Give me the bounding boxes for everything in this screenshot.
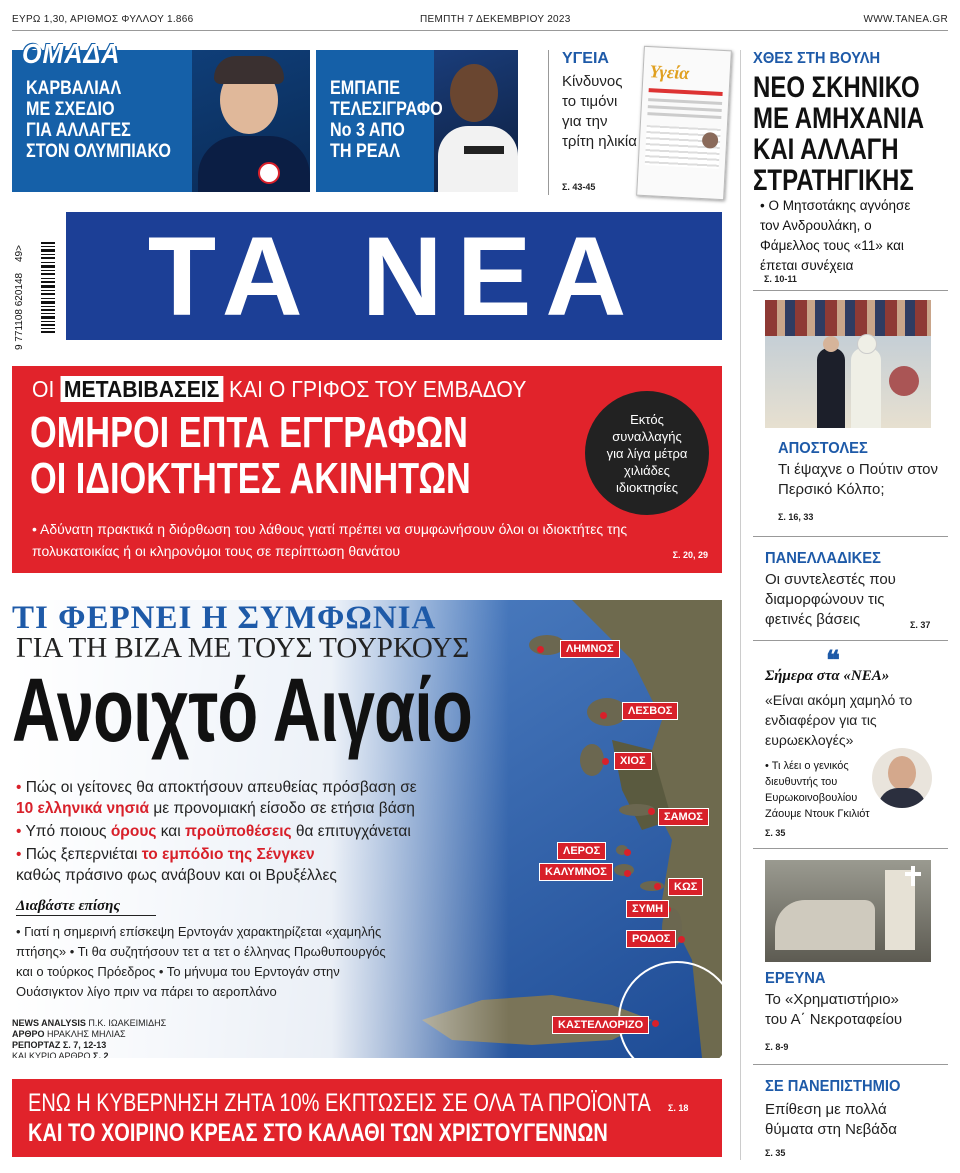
promo-mbappe[interactable] xyxy=(316,50,518,192)
limnos-dot xyxy=(537,646,544,653)
samos-dot xyxy=(648,808,655,815)
island-symi: ΣΥΜΗ xyxy=(626,900,669,918)
island-kos: ΚΩΣ xyxy=(668,878,703,896)
uni-text[interactable]: Επίθεση με πολλά θύματα στη Νεβάδα xyxy=(765,1101,897,1138)
today-quote[interactable]: «Είναι ακόμη χαμηλό το ενδιαφέρον για τις ευρωεκλογές» xyxy=(765,692,913,748)
aegean-credits: NEWS ANALYSIS Π.Κ. ΙΩΑΚΕΙΜΙΔΗΣ ΑΡΘΡΟ ΗΡΑΚΛΗΣ ΜΗΛΙΑΣ ΡΕΠΟΡΤΑΖ Σ. 7, 12-13 ΚΑΙ ΚΥΡΙΟ ΑΡΘΡΟ Σ. 2 xyxy=(12,1018,167,1058)
price-issue: ΕΥΡΩ 1,30, ΑΡΙΘΜΟΣ ΦΥΛΛΟΥ 1.866 xyxy=(12,14,194,25)
player-photo xyxy=(434,50,518,192)
island-rodos: ΡΟΔΟΣ xyxy=(626,930,676,948)
read-also-text: • Γιατί η σημερινή επίσκεψη Ερντογάν χαρακτηρίζεται «χαμηλής πτήσης» • Τι θα συζητήσουν τετ α τετ ο έλληνας Πρωθυπουργός και ο τούρκος Πρόεδρος • Το μήνυμα του Ερντογάν στην Ουάσιγκτον λίγο πριν να πάρει το αεροπλάνο xyxy=(16,924,386,999)
aegean-bullet-1b: 10 ελληνικά νησιά με προνομιακή είσοδο σε ετήσια βάση xyxy=(16,800,415,817)
health-insert-cover[interactable]: Υγεία xyxy=(636,46,732,200)
lead-circle-callout: Εκτός συναλλαγής για λίγα μέτρα χιλιάδες ιδιοκτησίες xyxy=(585,391,709,515)
aegean-kicker-2: ΓΙΑ ΤΗ ΒΙΖΑ ΜΕ ΤΟΥΣ ΤΟΥΡΚΟΥΣ xyxy=(16,632,470,664)
sep-2 xyxy=(753,536,948,537)
lead-subhead: ΟΙ ΜΕΤΑΒΙΒΑΣΕΙΣ ΚΑΙ Ο ΓΡΙΦΟΣ ΤΟΥ ΕΜΒΑΔΟΥ xyxy=(32,376,527,402)
sep-1 xyxy=(753,290,948,291)
ereuna-label: ΕΡΕΥΝΑ xyxy=(765,970,826,987)
promo-right-text: ΕΜΠΑΠΕ ΤΕΛΕΣΙΓΡΑΦΟ Νο 3 ΑΠΟ ΤΗ ΡΕΑΛ xyxy=(330,78,443,162)
sep-3 xyxy=(753,640,948,641)
sep-5 xyxy=(753,1064,948,1065)
island-kalymnos: ΚΑΛΥΜΝΟΣ xyxy=(539,863,613,881)
bottom-line-1: ΕΝΩ Η ΚΥΒΕΡΝΗΣΗ ΖΗΤΑ 10% ΕΚΠΤΩΣΕΙΣ ΣΕ ΟΛΑ ΤΑ ΠΡΟΪΟΝΤΑ xyxy=(28,1089,651,1117)
sep-4 xyxy=(753,848,948,849)
lead-pages: Σ. 20, 29 xyxy=(672,550,708,560)
island-leros: ΛΕΡΟΣ xyxy=(557,842,606,860)
health-pages: Σ. 43-45 xyxy=(562,182,596,192)
apostoles-pages: Σ. 16, 33 xyxy=(778,512,814,522)
lead-headline-2: ΟΙ ΙΔΙΟΚΤΗΤΕΣ ΑΚΙΝΗΤΩΝ xyxy=(30,454,471,503)
bottom-pages: Σ. 18 xyxy=(668,1103,689,1113)
today-pages: Σ. 35 xyxy=(765,828,786,838)
kalymnos-dot xyxy=(624,870,631,877)
coach-photo xyxy=(192,50,310,192)
masthead xyxy=(66,212,722,340)
panel-text[interactable]: Οι συντελεστές που διαμορφώνουν τις φετινές βάσεις xyxy=(765,571,896,628)
leros-dot xyxy=(624,849,631,856)
aegean-kicker: ΤΙ ΦΕΡΝΕΙ Η ΣΥΜΦΩΝΙΑ xyxy=(12,600,437,636)
aegean-story[interactable] xyxy=(12,600,722,1058)
lesvos-dot xyxy=(600,712,607,719)
barcode-digits: 9 771108 620148 xyxy=(14,272,25,350)
island-lesvos: ΛΕΣΒΟΣ xyxy=(622,702,678,720)
lead-story[interactable] xyxy=(12,366,722,573)
chios-dot xyxy=(602,758,609,765)
health-divider xyxy=(548,50,549,195)
health-teaser[interactable]: Κίνδυνος το τιμόνι για την τρίτη ηλικία xyxy=(562,73,637,150)
island-samos: ΣΑΜΟΣ xyxy=(658,808,709,826)
putin-photo xyxy=(765,300,931,428)
ereuna-text[interactable]: Το «Χρηματιστήριο» του Α΄ Νεκροταφείου xyxy=(765,991,903,1028)
island-kastellorizo: ΚΑΣΤΕΛΛΟΡΙΖΟ xyxy=(552,1016,649,1034)
interviewee-photo xyxy=(872,748,932,808)
vouli-label: ΧΘΕΣ ΣΤΗ ΒΟΥΛΗ xyxy=(753,50,881,67)
aegean-bullet-2: • Υπό ποιους όρους και προϋποθέσεις θα επιτυγχάνεται xyxy=(16,823,411,840)
promo-carvalhal[interactable] xyxy=(12,50,310,192)
apostoles-label: ΑΠΟΣΤΟΛΕΣ xyxy=(778,440,868,457)
health-label: ΥΓΕΙΑ xyxy=(562,50,609,67)
bottom-story[interactable] xyxy=(12,1079,722,1157)
barcode-code: 49> xyxy=(14,245,25,262)
panel-pages: Σ. 37 xyxy=(910,620,931,630)
island-chios: ΧΙΟΣ xyxy=(614,752,652,770)
rodos-dot xyxy=(678,936,685,943)
apostoles-text[interactable]: Τι έψαχνε ο Πούτιν στον Περσικό Κόλπο; xyxy=(778,461,939,498)
today-label: Σήμερα στα «ΝΕΑ» xyxy=(765,668,890,684)
sidebar-divider xyxy=(740,50,741,1160)
aegean-bullet-3: • Πώς ξεπερνιέται το εμπόδιο της Σένγκεν xyxy=(16,846,315,863)
vouli-text: • Ο Μητσοτάκης αγνόησε τον Ανδρουλάκη, ο Φάμελλος τους «11» και έπεται συνέχεια xyxy=(760,198,911,273)
website[interactable]: WWW.TANEA.GR xyxy=(863,14,948,25)
island-limnos: ΛΗΜΝΟΣ xyxy=(560,640,620,658)
aegean-headline: Ανοιχτό Αιγαίο xyxy=(12,661,473,761)
aegean-bullet-3b: καθώς πράσινο φως ανάβουν και οι Βρυξέλλες xyxy=(16,867,337,884)
cemetery-photo xyxy=(765,860,931,962)
vouli-headline[interactable]: ΝΕΟ ΣΚΗΝΙΚΟ ΜΕ ΑΜΗΧΑΝΙΑ ΚΑΙ ΑΛΛΑΓΗ ΣΤΡΑΤΗΓΙΚΗΣ xyxy=(753,71,925,197)
kos-dot xyxy=(654,883,661,890)
lead-headline-1: ΟΜΗΡΟΙ ΕΠΤΑ ΕΓΓΡΑΦΩΝ xyxy=(30,408,468,457)
ereuna-pages: Σ. 8-9 xyxy=(765,1042,789,1052)
promo-left-text: ΚΑΡΒΑΛΙΑΛ ΜΕ ΣΧΕΔΙΟ ΓΙΑ ΑΛΛΑΓΕΣ ΣΤΟΝ ΟΛΥΜΠΙΑΚΟ xyxy=(26,78,171,162)
bottom-line-2: ΚΑΙ ΤΟ ΧΟΙΡΙΝΟ ΚΡΕΑΣ ΣΤΟ ΚΑΛΑΘΙ ΤΩΝ ΧΡΙΣΤΟΥΓΕΝΝΩΝ xyxy=(28,1119,608,1147)
uni-pages: Σ. 35 xyxy=(765,1148,786,1158)
issue-date: ΠΕΜΠΤΗ 7 ΔΕΚΕΜΒΡΙΟΥ 2023 xyxy=(420,14,571,25)
vouli-pages: Σ. 10-11 xyxy=(764,274,797,284)
read-also-heading: Διαβάστε επίσης xyxy=(16,898,156,916)
quote-icon: ❝ xyxy=(826,645,840,675)
uni-label: ΣΕ ΠΑΝΕΠΙΣΤΗΜΙΟ xyxy=(765,1078,901,1095)
lead-bullet: • Αδύνατη πρακτικά η διόρθωση του λάθους γιατί πρέπει να συμφωνήσουν όλοι οι ιδιοκτήτες της πολυκατοικίας ή οι κληρονόμοι τους σε περίπτωση θανάτου xyxy=(32,521,628,559)
masthead-title: ΤΑ ΝΕΑ xyxy=(147,214,641,339)
aegean-bullet-1: • Πώς οι γείτονες θα αποκτήσουν απευθείας πρόσβαση σε xyxy=(16,779,417,796)
today-text: • Τι λέει ο γενικός διευθυντής του Ευρωκοινοβουλίου Ζάουμε Ντουκ Γκιλιότ xyxy=(765,760,870,820)
kastellorizo-dot xyxy=(652,1020,659,1027)
top-divider xyxy=(12,30,948,31)
panel-label: ΠΑΝΕΛΛΑΔΙΚΕΣ xyxy=(765,550,881,567)
omada-logo: ΟΜΑΔΑ xyxy=(22,38,121,69)
